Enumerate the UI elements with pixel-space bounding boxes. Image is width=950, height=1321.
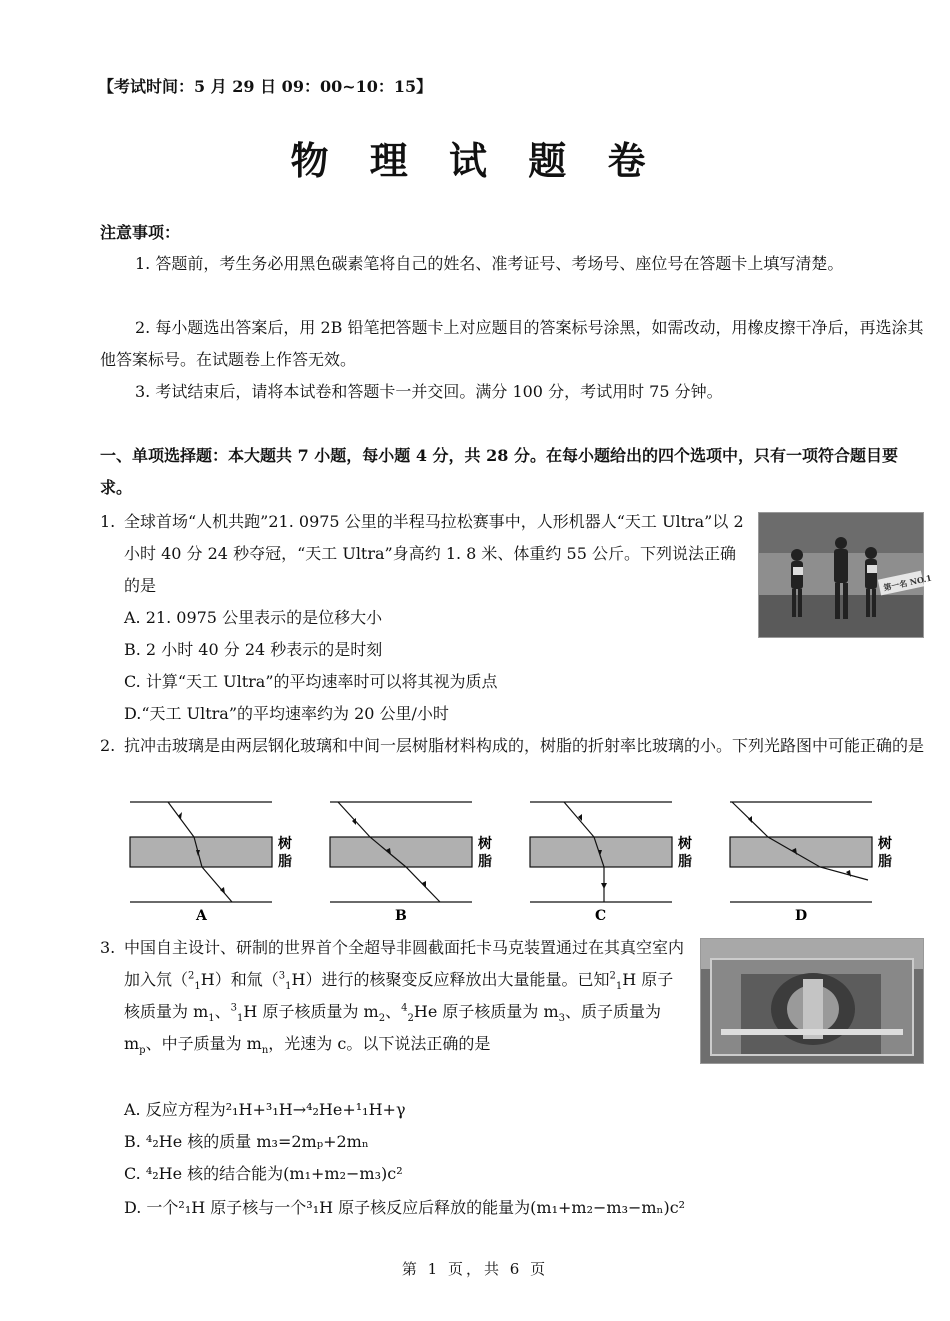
question-2	[100, 730, 925, 762]
note-item-1: 1. 答题前，考生务必用黑色碳素笔将自己的姓名、准考证号、考场号、座位号在答题卡上填写清楚。	[135, 254, 844, 273]
question-number: 3.	[100, 938, 116, 957]
resin-label: 树	[278, 836, 292, 852]
notes-heading: 注意事项：	[100, 223, 181, 242]
q1-option-c: C. 计算“天工 Ultra”的平均速率时可以将其视为质点	[124, 672, 498, 691]
resin-label: 树	[878, 836, 892, 852]
page-title: 物 理 试 题 卷	[290, 138, 660, 183]
q3-option-b: B. ⁴₂He 核的质量 m₃=2mₚ+2mₙ	[124, 1132, 369, 1151]
resin-label: 脂	[278, 854, 292, 870]
resin-label: 树	[678, 836, 692, 852]
tokamak-photo-drawing	[701, 939, 923, 1063]
question-3	[100, 932, 685, 1060]
tokamak-photo	[700, 938, 924, 1064]
diagram-a	[130, 802, 292, 924]
q3-option-d: D. 一个²₁H 原子核与一个³₁H 原子核反应后释放的能量为(m₁+m₂−m₃−mₙ)c²	[124, 1198, 686, 1217]
diagram-label: D	[795, 908, 808, 924]
q1-option-b: B. 2 小时 40 分 24 秒表示的是时刻	[124, 640, 383, 659]
q3-option-c: C. ⁴₂He 核的结合能为(m₁+m₂−m₃)c²	[124, 1164, 403, 1183]
photo-banner-text: 第一名 NO.1	[882, 572, 933, 593]
question-text: 抗冲击玻璃是由两层钢化玻璃和中间一层树脂材料构成的，树脂的折射率比玻璃的小。下列光路图中可能正确的是	[124, 736, 925, 755]
diagram-label: A	[196, 908, 207, 924]
resin-label: 脂	[678, 854, 692, 870]
exam-time: 【考试时间：5 月 29 日 09：00~10：15】	[98, 77, 433, 96]
question-1	[100, 506, 745, 602]
diagram-d	[730, 802, 892, 924]
q3-option-a: A. 反应方程为²₁H+³₁H→⁴₂He+¹₁H+γ	[124, 1100, 406, 1119]
diagram-label: C	[595, 908, 607, 924]
section-1-heading: 一、单项选择题：本大题共 7 小题，每小题 4 分，共 28 分。在每小题给出的四个选项中，只有一项符合题目要求。	[100, 446, 898, 497]
page-number: 第 1 页，共 6 页	[401, 1260, 549, 1278]
diagram-label: B	[395, 908, 407, 924]
q1-option-d: D.“天工 Ultra”的平均速率约为 20 公里/小时	[124, 704, 449, 723]
resin-label: 脂	[878, 854, 892, 870]
note-item-2: 2. 每小题选出答案后，用 2B 铅笔把答题卡上对应题目的答案标号涂黑，如需改动，用橡皮擦干净后，再选涂其他答案标号。在试题卷上作答无效。	[100, 318, 924, 369]
robot-marathon-photo	[758, 512, 933, 638]
question-text: 中国自主设计、研制的世界首个全超导非圆截面托卡马克装置通过在其真空室内加入氘（$^2_1$H）和氚（$^3_1$H）进行的核聚变反应释放出大量能量。已知$^2_1$H 原子核质量为 $m_1$、$^3_1$H 原子核质量为 $m_2$、$^4_2$He 原子核质量为 $m_3$、质子质量为 $m_p$、中子质量为 $m_n$，光速为 c。以下说法正确的是	[124, 938, 685, 1057]
robot-marathon-photo-drawing	[759, 513, 933, 637]
question-number: 2.	[100, 736, 116, 755]
q1-option-a: A. 21. 0975 公里表示的是位移大小	[124, 608, 383, 627]
diagram-c	[530, 802, 692, 924]
light-path-diagrams	[120, 790, 910, 930]
question-number: 1.	[100, 512, 116, 531]
question-text: 全球首场“人机共跑”21. 0975 公里的半程马拉松赛事中，人形机器人“天工 Ultra”以 2 小时 40 分 24 秒夺冠，“天工 Ultra”身高约 1. 8 米、体重约 55 公斤。下列说法正确的是	[124, 512, 744, 595]
note-item-3: 3. 考试结束后，请将本试卷和答题卡一并交回。满分 100 分，考试用时 75 分钟。	[135, 382, 723, 401]
resin-label: 脂	[478, 854, 492, 870]
resin-label: 树	[478, 836, 492, 852]
